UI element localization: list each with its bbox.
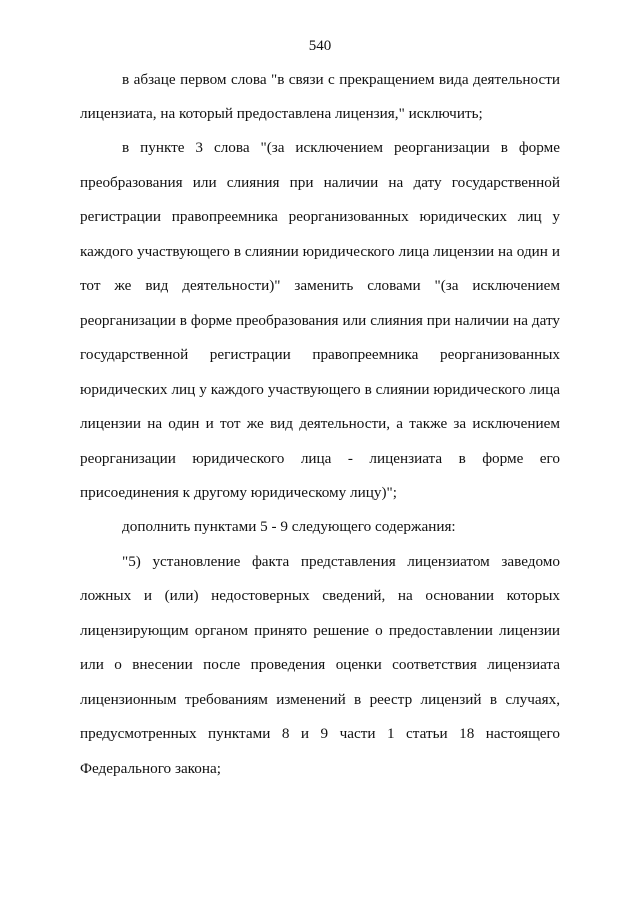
text-line: лицензирующим органом принято решение о предоставлении лицензии — [80, 622, 560, 639]
text-line: присоединения к другому юридическому лицу)"; — [80, 484, 397, 501]
text-line: дополнить пунктами 5 - 9 следующего содержания: — [122, 518, 456, 535]
text-line: каждого участвующего в слиянии юридического лица лицензии на один и — [80, 243, 560, 260]
text-line: лицензионным требованиям изменений в реестр лицензий в случаях, — [80, 691, 560, 708]
text-line: реорганизации юридического лица - лицензиата в форме его — [80, 450, 560, 467]
text-line: регистрации правопреемника реорганизованных юридических лиц у — [80, 208, 560, 225]
text-line: ложных и (или) недостоверных сведений, на основании которых — [80, 587, 560, 604]
text-line: "5) установление факта представления лицензиатом заведомо — [122, 553, 560, 570]
text-line: тот же вид деятельности)" заменить словами "(за исключением — [80, 277, 560, 294]
text-line: в пункте 3 слова "(за исключением реорганизации в форме — [122, 139, 560, 156]
text-line: или о внесении после проведения оценки соответствия лицензиата — [80, 656, 560, 673]
text-line: государственной регистрации правопреемника реорганизованных — [80, 346, 560, 363]
text-line: юридических лиц у каждого участвующего в слиянии юридического лица — [80, 381, 560, 398]
page-number: 540 — [308, 38, 332, 54]
text-line: лицензиата, на который предоставлена лицензия," исключить; — [80, 105, 483, 122]
text-line: предусмотренных пунктами 8 и 9 части 1 статьи 18 настоящего — [80, 725, 560, 742]
text-line: в абзаце первом слова "в связи с прекращением вида деятельности — [122, 71, 560, 88]
text-line: лицензии на один и тот же вид деятельности, а также за исключением — [80, 415, 560, 432]
text-line: реорганизации в форме преобразования или слияния при наличии на дату — [80, 312, 560, 329]
text-line: преобразования или слияния при наличии на дату государственной — [80, 174, 560, 191]
text-line: Федерального закона; — [80, 760, 221, 777]
